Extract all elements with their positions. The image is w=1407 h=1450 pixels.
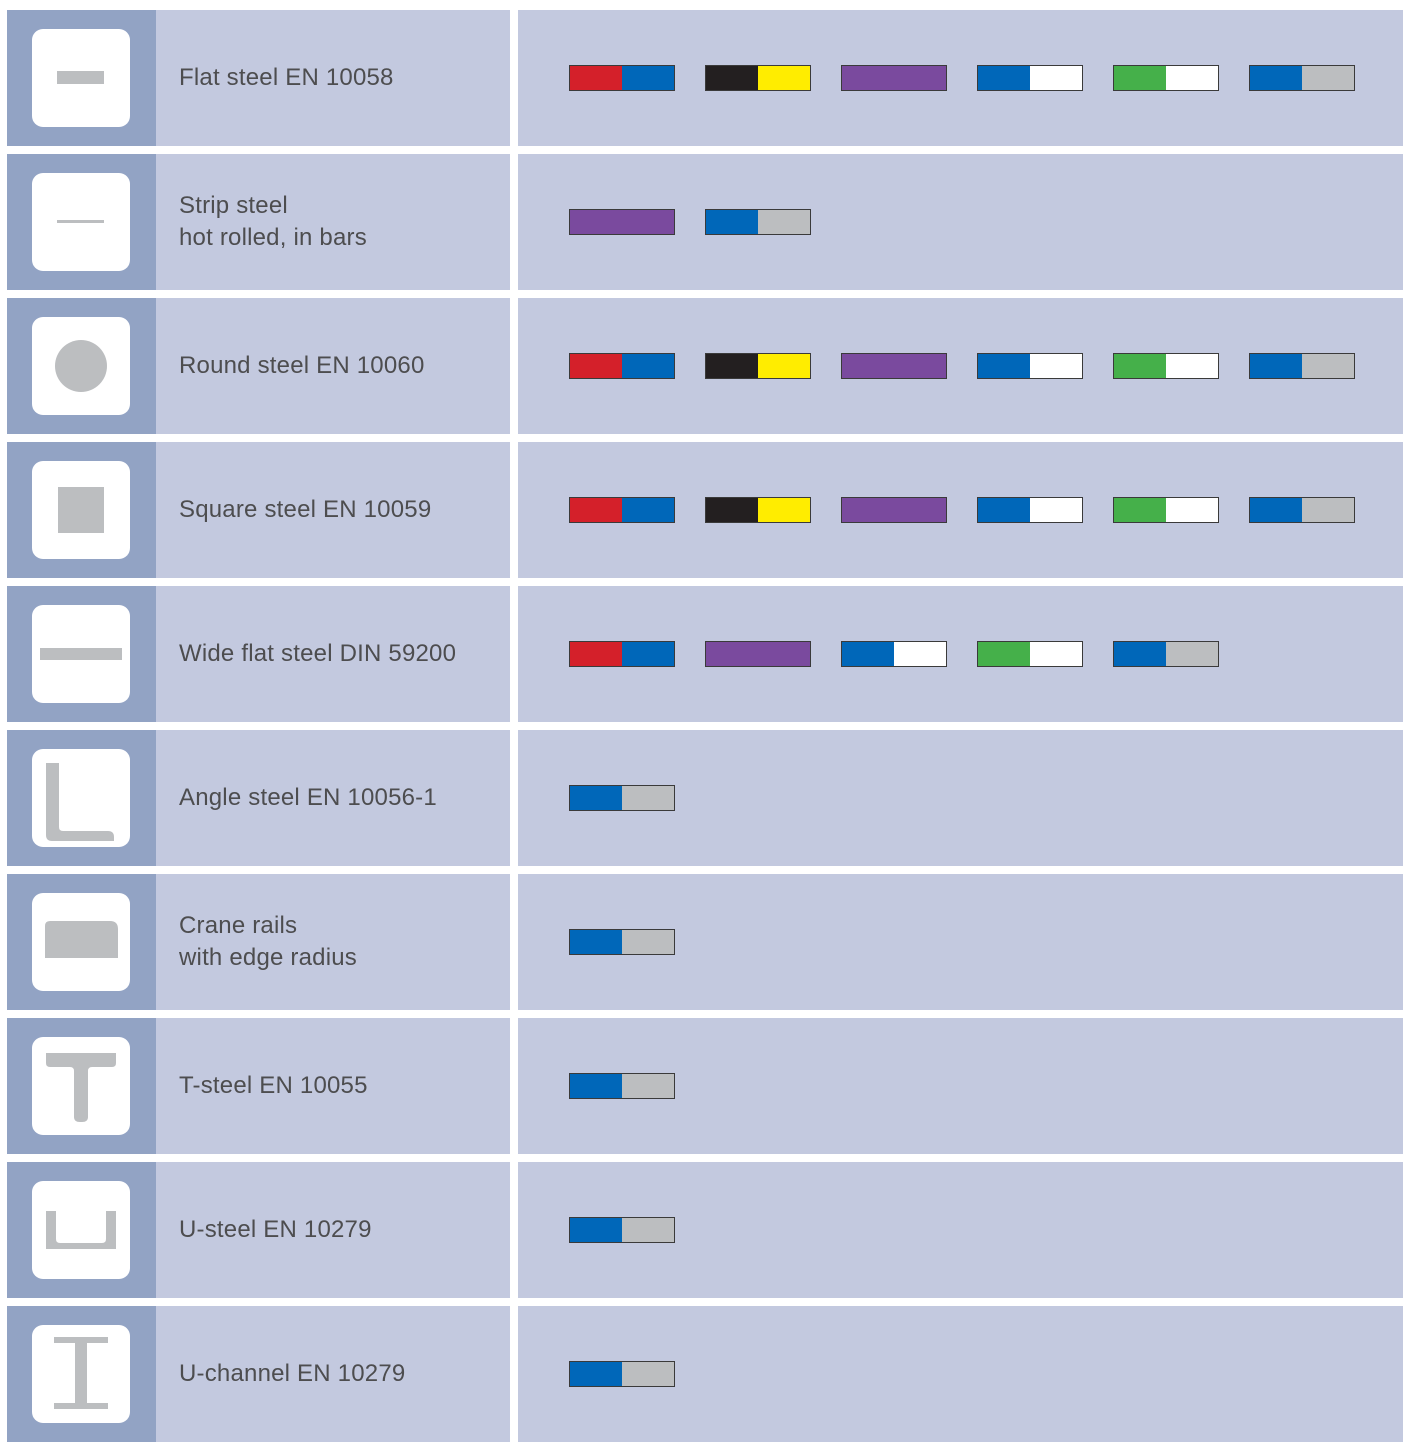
- table-row-5: [7, 586, 1403, 722]
- color-code-swatch: [1113, 353, 1219, 379]
- color-code-swatch: [1113, 65, 1219, 91]
- color-code-left-blue: [978, 498, 1030, 522]
- color-code-right-blue: [622, 66, 674, 90]
- color-code-right-grey: [1302, 66, 1354, 90]
- color-code-right-white: [1166, 66, 1218, 90]
- color-code-left-black: [706, 498, 758, 522]
- color-code-cell: [518, 1306, 1403, 1442]
- color-code-right-violet: [758, 642, 810, 666]
- color-code-swatch: [977, 641, 1083, 667]
- color-code-left-red: [570, 354, 622, 378]
- profile-icon-cell: [7, 730, 156, 866]
- color-code-swatch: [705, 65, 811, 91]
- color-code-right-violet: [894, 354, 946, 378]
- color-code-swatch: [569, 785, 675, 811]
- color-code-left-red: [570, 66, 622, 90]
- color-code-swatch: [977, 65, 1083, 91]
- table-row-10: [7, 1306, 1403, 1442]
- profile-name: [179, 1070, 368, 1102]
- profile-icon-tile: [32, 461, 130, 559]
- color-code-left-red: [570, 642, 622, 666]
- color-code-right-blue: [622, 354, 674, 378]
- color-code-left-violet: [842, 498, 894, 522]
- color-code-swatch: [569, 1217, 675, 1243]
- color-code-right-grey: [1302, 354, 1354, 378]
- color-code-swatch: [569, 353, 675, 379]
- steel-profile-color-code-table: [7, 10, 1403, 1450]
- color-code-right-grey: [758, 210, 810, 234]
- color-code-swatch: [841, 65, 947, 91]
- color-code-swatch: [1113, 641, 1219, 667]
- profile-icon-tile: [32, 1181, 130, 1279]
- color-code-left-blue: [570, 786, 622, 810]
- color-code-cell: [518, 442, 1403, 578]
- profile-icon-cell: [7, 10, 156, 146]
- profile-name-line: Square steel EN 10059: [179, 496, 432, 523]
- profile-name: [179, 782, 437, 814]
- table-row-3: [7, 298, 1403, 434]
- color-code-swatch: [569, 1361, 675, 1387]
- color-code-left-blue: [1250, 498, 1302, 522]
- profile-icon-cell: [7, 1162, 156, 1298]
- color-code-left-violet: [570, 210, 622, 234]
- color-code-swatch: [841, 497, 947, 523]
- table-row-1: [7, 10, 1403, 146]
- profile-name-line: Angle steel EN 10056-1: [179, 784, 437, 811]
- profile-name-line: U-channel EN 10279: [179, 1360, 406, 1387]
- profile-name: [179, 1214, 372, 1246]
- color-code-left-green: [1114, 66, 1166, 90]
- profile-icon-cell: [7, 1306, 156, 1442]
- color-code-right-white: [894, 642, 946, 666]
- color-code-right-violet: [622, 210, 674, 234]
- profile-name-cell: [156, 1018, 510, 1154]
- color-code-right-grey: [622, 1362, 674, 1386]
- color-code-swatch: [569, 929, 675, 955]
- profile-name: [179, 910, 357, 974]
- color-code-cell: [518, 1018, 1403, 1154]
- color-code-right-violet: [894, 498, 946, 522]
- color-code-left-blue: [1250, 66, 1302, 90]
- profile-name: [179, 190, 367, 254]
- profile-name: [179, 62, 394, 94]
- profile-name: [179, 494, 431, 526]
- color-code-right-blue: [622, 498, 674, 522]
- profile-icon-tile: [32, 173, 130, 271]
- color-code-swatch: [569, 65, 675, 91]
- profile-name-cell: [156, 730, 510, 866]
- profile-name-line: Wide flat steel DIN 59200: [179, 640, 457, 667]
- color-code-cell: [518, 874, 1403, 1010]
- color-code-swatch: [841, 641, 947, 667]
- color-code-swatch: [569, 209, 675, 235]
- color-code-left-black: [706, 354, 758, 378]
- profile-icon-tile: [32, 317, 130, 415]
- color-code-right-yellow: [758, 498, 810, 522]
- color-code-right-grey: [622, 930, 674, 954]
- profile-icon-cell: [7, 586, 156, 722]
- profile-icon-cell: [7, 298, 156, 434]
- profile-name-line: Flat steel EN 10058: [179, 64, 394, 91]
- table-row-9: [7, 1162, 1403, 1298]
- color-code-right-white: [1030, 642, 1082, 666]
- profile-name-cell: [156, 874, 510, 1010]
- color-code-right-grey: [1302, 498, 1354, 522]
- table-row-7: [7, 874, 1403, 1010]
- profile-name-cell: [156, 442, 510, 578]
- profile-icon-cell: [7, 154, 156, 290]
- color-code-left-blue: [570, 930, 622, 954]
- color-code-left-blue: [842, 642, 894, 666]
- color-code-cell: [518, 298, 1403, 434]
- profile-name: [179, 1358, 405, 1390]
- color-code-swatch: [1113, 497, 1219, 523]
- color-code-swatch: [705, 497, 811, 523]
- color-code-right-yellow: [758, 66, 810, 90]
- color-code-swatch: [569, 641, 675, 667]
- color-code-swatch: [1249, 497, 1355, 523]
- color-code-left-green: [1114, 354, 1166, 378]
- color-code-left-violet: [842, 354, 894, 378]
- profile-icon-tile: [32, 1037, 130, 1135]
- color-code-swatch: [569, 497, 675, 523]
- color-code-left-black: [706, 66, 758, 90]
- color-code-cell: [518, 154, 1403, 290]
- color-code-swatch: [977, 353, 1083, 379]
- profile-icon-cell: [7, 1018, 156, 1154]
- color-code-swatch: [705, 353, 811, 379]
- color-code-left-green: [978, 642, 1030, 666]
- profile-name-line: hot rolled, in bars: [179, 224, 367, 251]
- color-code-left-red: [570, 498, 622, 522]
- profile-name-line: Crane rails: [179, 912, 298, 939]
- profile-icon-tile: [32, 893, 130, 991]
- profile-icon-cell: [7, 442, 156, 578]
- color-code-right-grey: [622, 1074, 674, 1098]
- color-code-right-white: [1030, 498, 1082, 522]
- color-code-swatch: [1249, 65, 1355, 91]
- color-code-left-blue: [978, 354, 1030, 378]
- table-row-8: [7, 1018, 1403, 1154]
- profile-name-line: T-steel EN 10055: [179, 1072, 368, 1099]
- color-code-swatch: [841, 353, 947, 379]
- color-code-left-blue: [1250, 354, 1302, 378]
- color-code-left-blue: [1114, 642, 1166, 666]
- color-code-left-violet: [706, 642, 758, 666]
- color-code-cell: [518, 1162, 1403, 1298]
- color-code-left-violet: [842, 66, 894, 90]
- color-code-cell: [518, 730, 1403, 866]
- color-code-right-grey: [1166, 642, 1218, 666]
- color-code-right-white: [1166, 498, 1218, 522]
- profile-icon-tile: [32, 1325, 130, 1423]
- profile-name: [179, 350, 425, 382]
- profile-icon-tile: [32, 29, 130, 127]
- color-code-swatch: [705, 641, 811, 667]
- profile-icon-cell: [7, 874, 156, 1010]
- profile-icon-tile: [32, 749, 130, 847]
- profile-name-cell: [156, 10, 510, 146]
- profile-name-line: U-steel EN 10279: [179, 1216, 372, 1243]
- color-code-left-blue: [570, 1362, 622, 1386]
- profile-name: [179, 638, 456, 670]
- profile-name-cell: [156, 1306, 510, 1442]
- table-row-2: [7, 154, 1403, 290]
- profile-name-line: Strip steel: [179, 192, 288, 219]
- color-code-right-grey: [622, 1218, 674, 1242]
- color-code-left-green: [1114, 498, 1166, 522]
- color-code-left-blue: [706, 210, 758, 234]
- profile-name-cell: [156, 154, 510, 290]
- color-code-right-white: [1030, 354, 1082, 378]
- color-code-left-blue: [570, 1074, 622, 1098]
- color-code-cell: [518, 586, 1403, 722]
- profile-name-cell: [156, 298, 510, 434]
- color-code-left-blue: [978, 66, 1030, 90]
- table-row-4: [7, 442, 1403, 578]
- table-row-6: [7, 730, 1403, 866]
- profile-name-cell: [156, 586, 510, 722]
- color-code-cell: [518, 10, 1403, 146]
- color-code-swatch: [1249, 353, 1355, 379]
- color-code-right-white: [1030, 66, 1082, 90]
- color-code-swatch: [569, 1073, 675, 1099]
- profile-name-line: with edge radius: [179, 944, 357, 971]
- profile-name-line: Round steel EN 10060: [179, 352, 425, 379]
- profile-icon-tile: [32, 605, 130, 703]
- color-code-right-violet: [894, 66, 946, 90]
- color-code-right-yellow: [758, 354, 810, 378]
- color-code-right-blue: [622, 642, 674, 666]
- color-code-right-white: [1166, 354, 1218, 378]
- color-code-right-grey: [622, 786, 674, 810]
- profile-name-cell: [156, 1162, 510, 1298]
- color-code-swatch: [977, 497, 1083, 523]
- color-code-swatch: [705, 209, 811, 235]
- color-code-left-blue: [570, 1218, 622, 1242]
